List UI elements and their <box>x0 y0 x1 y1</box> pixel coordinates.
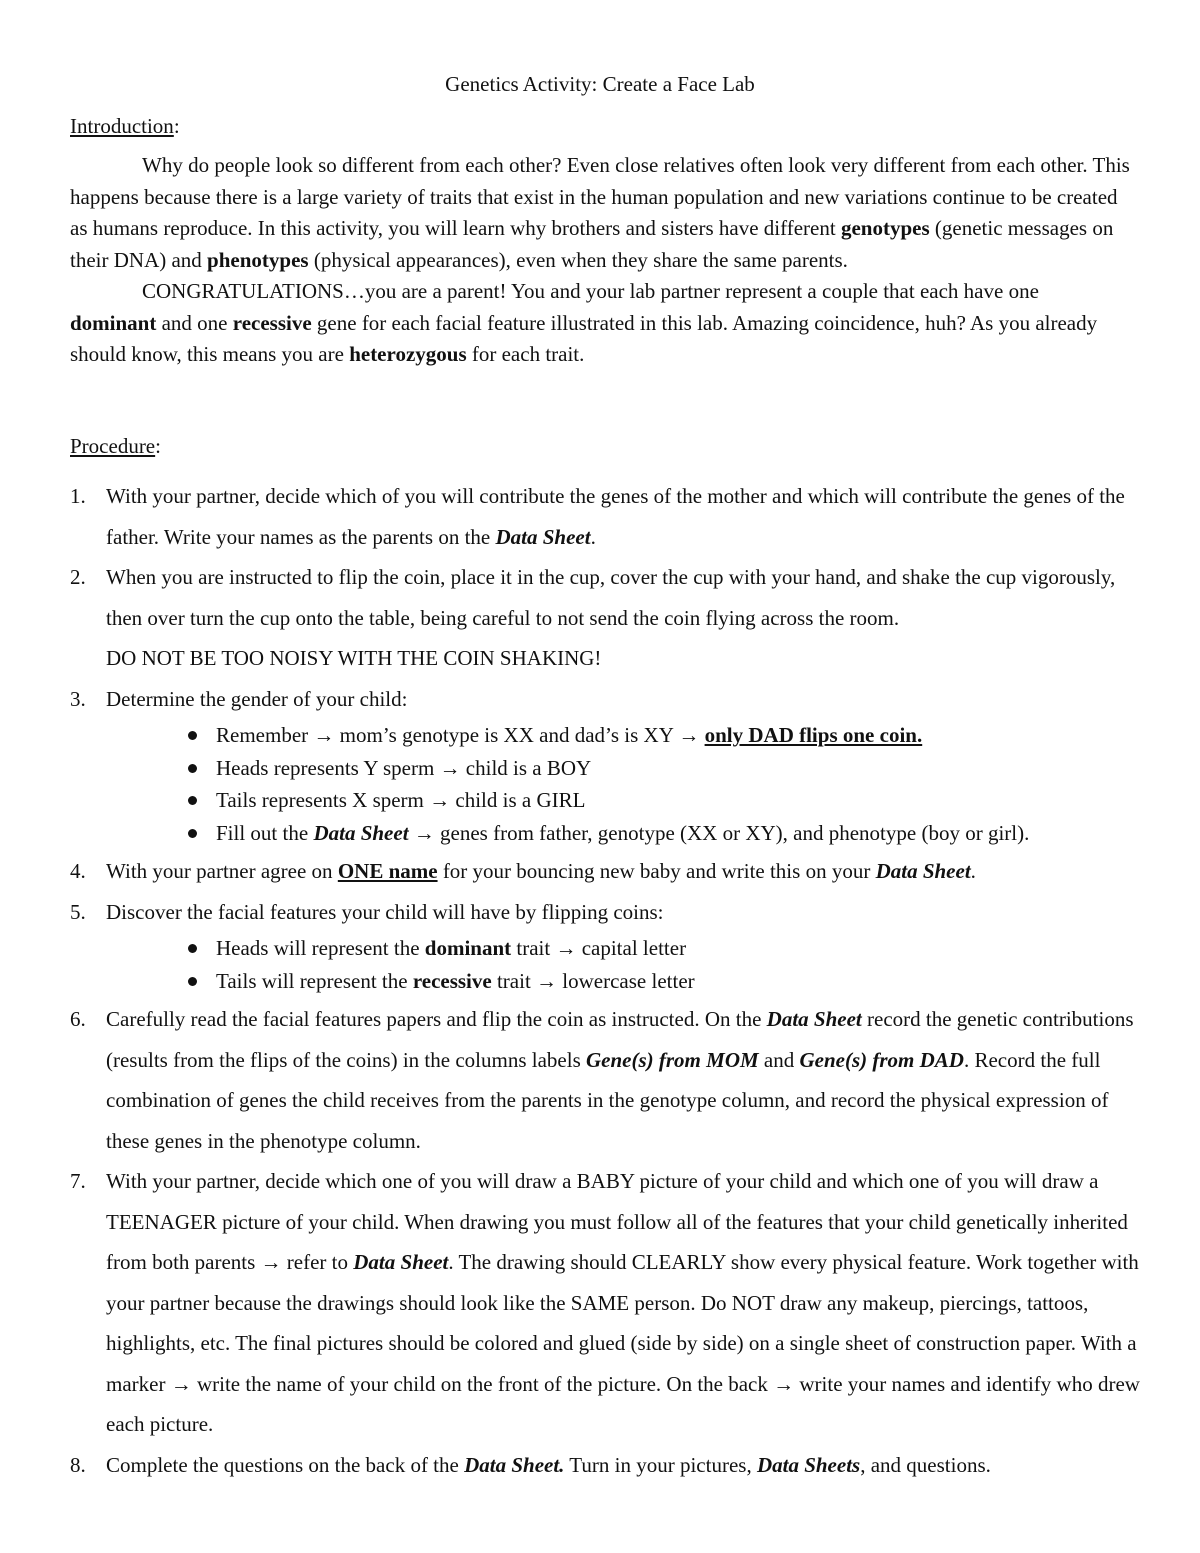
step-number: 6. <box>70 1007 86 1031</box>
column-label-mom: Gene(s) from MOM <box>586 1047 759 1072</box>
arrow-right-icon: → <box>170 1371 192 1396</box>
step-number: 8. <box>70 1452 86 1477</box>
step-8-text-c: , and questions. <box>860 1452 991 1477</box>
arrow-right-icon: → <box>429 788 451 812</box>
intro-p1-text-d: (physical appearances), even when they share the same parents. <box>308 247 848 272</box>
bullet-text: genes from father, genotype (XX or XY), and phenotype (boy or girl). <box>434 820 1030 845</box>
bullet-text: trait <box>511 936 556 960</box>
step-2-warning: DO NOT BE TOO NOISY WITH THE COIN SHAKING! <box>106 646 602 670</box>
bullet-text: child is a GIRL <box>450 788 586 812</box>
step-number: 1. <box>70 484 86 508</box>
bullet-text: capital letter <box>576 936 687 960</box>
bullet-text: Tails represents X sperm <box>216 788 430 812</box>
procedure-list <box>70 476 1140 1485</box>
term-dominant: dominant <box>424 936 512 960</box>
step-number: 5. <box>70 899 86 924</box>
intro-paragraph-1 <box>70 150 1130 276</box>
step-3-text: Determine the gender of your child: <box>106 686 408 711</box>
procedure-step-7 <box>70 1161 1140 1445</box>
step-2-text-a: When you are instructed to flip the coin, place it in the cup, cover the cup with your hand, and shake the cup vigorously, then over turn the cup onto the table, being careful to not send the coin flying across the room. <box>106 565 1116 630</box>
step-1-text-a: With your partner, decide which of you will contribute the genes of the mother and which will contribute the genes of the father. Write your names as the parents on the <box>106 484 1125 549</box>
bullet-text: Heads will represent the <box>216 936 425 960</box>
procedure-step-8 <box>70 1445 1140 1486</box>
arrow-right-icon: → <box>313 723 335 747</box>
data-sheet-term: Data Sheet <box>766 1007 862 1031</box>
introduction-heading-colon: : <box>173 114 180 138</box>
term-genotypes: genotypes <box>840 216 930 240</box>
step-7-text-c: . The drawing should CLEARLY show every physical feature. Work together with your partner because the drawings should look like the SAME person. Do NOT draw any makeup, piercings, tattoos, highlights, etc. The final pictures should be colored and glued (side by side) on a single sheet of construction paper. With a marker <box>106 1250 1139 1396</box>
intro-p2-text-d: gene for each facial feature illustrated in this lab. Amazing coincidence, huh? As you already should know, this means you are <box>70 310 1098 366</box>
data-sheet-term: Data Sheet <box>353 1250 449 1274</box>
step-6-text-b: record the genetic contributions (results from the flips of the coins) in the columns labels <box>106 1007 1134 1072</box>
step-4-text-a: With your partner agree on <box>106 859 338 883</box>
introduction-body <box>70 150 1130 371</box>
data-sheet-term: Data Sheet <box>495 524 591 549</box>
step-7-text-b: refer to <box>281 1250 354 1274</box>
bullet-item <box>180 932 1140 965</box>
emphasis-one-name: ONE name <box>337 859 438 883</box>
bullet-text: lowercase letter <box>557 968 695 993</box>
step-4-text-c: . <box>970 859 976 883</box>
bullet-text: Tails will represent the <box>216 968 413 993</box>
procedure-heading <box>70 434 161 459</box>
bullet-item <box>180 719 1140 752</box>
term-heterozygous: heterozygous <box>349 342 467 366</box>
step-6-text-a: Carefully read the facial features papers and flip the coin as instructed. On the <box>106 1007 767 1031</box>
bullet-item <box>180 817 1140 850</box>
bullet-text: Fill out the <box>216 820 314 845</box>
bullet-item <box>180 752 1140 785</box>
procedure-step-3 <box>70 679 1140 850</box>
procedure-step-1 <box>70 476 1140 557</box>
arrow-right-icon: → <box>413 820 435 845</box>
step-number: 7. <box>70 1169 86 1193</box>
step-8-text-a: Complete the questions on the back of the <box>106 1452 465 1477</box>
procedure-step-5 <box>70 892 1140 998</box>
step-6-text-c: and <box>758 1047 800 1072</box>
bullet-item <box>180 784 1140 817</box>
bullet-text: mom’s genotype is XX and dad’s is XY <box>334 723 679 747</box>
bullet-icon <box>188 796 197 805</box>
step-8-text-b: Turn in your pictures, <box>564 1452 757 1477</box>
intro-paragraph-2 <box>70 276 1130 371</box>
step-6-text-d: . Record the full combination of genes the child receives from the parents in the genotype column, and record the physical expression of these genes in the phenotype column. <box>106 1047 1109 1153</box>
arrow-right-icon: → <box>439 755 461 780</box>
intro-p2-text-a: CONGRATULATIONS…you are a parent! You and your lab partner represent a couple that each have one <box>142 279 1039 303</box>
bullet-item <box>180 965 1140 998</box>
term-recessive: recessive <box>412 968 492 993</box>
bullet-icon <box>188 944 197 953</box>
bullet-text: child is a BOY <box>460 755 592 780</box>
data-sheet-term: Data Sheet. <box>464 1452 565 1477</box>
introduction-heading <box>70 114 180 139</box>
procedure-step-4 <box>70 851 1140 892</box>
term-dominant: dominant <box>70 310 157 335</box>
document-title: Genetics Activity: Create a Face Lab <box>445 72 755 96</box>
intro-p2-text-c: and one <box>156 310 233 335</box>
procedure-heading-text: Procedure <box>70 434 156 458</box>
step-4-text-b: for your bouncing new baby and write this on your <box>437 859 876 883</box>
coin-bullet-list <box>106 932 1140 997</box>
intro-p1-text-c: (genetic messages on their DNA) and <box>70 216 1114 272</box>
data-sheet-term: Data Sheet <box>875 859 971 883</box>
intro-p2-text-e: for each trait. <box>466 342 585 366</box>
column-label-dad: Gene(s) from DAD <box>799 1047 964 1072</box>
term-recessive: recessive <box>232 310 312 335</box>
introduction-heading-text: Introduction <box>70 114 174 138</box>
step-number: 2. <box>70 565 86 589</box>
procedure-step-6 <box>70 999 1140 1161</box>
step-5-text: Discover the facial features your child will have by flipping coins: <box>106 899 664 924</box>
bullet-icon <box>188 977 197 986</box>
step-7-text-d: write the name of your child on the front of the picture. On the back <box>191 1371 774 1396</box>
bullet-text: trait <box>491 968 537 993</box>
step-1-text-b: . <box>590 524 596 549</box>
bullet-text: Heads represents Y sperm <box>216 755 440 780</box>
intro-p1-text-a: Why do people look so different from each other? Even close relatives often look very different from each other. This happens because there is a large variety of traits that exist in the human population and new variations continue to be created as humans reproduce. In this activity, you will learn why brothers and sisters have different <box>70 153 1130 240</box>
emphasis-only-dad: only DAD flips one coin. <box>704 723 923 747</box>
term-phenotypes: phenotypes <box>207 247 309 272</box>
arrow-right-icon: → <box>773 1371 795 1396</box>
bullet-icon <box>188 731 197 740</box>
bullet-icon <box>188 829 197 838</box>
procedure-heading-colon: : <box>155 434 161 458</box>
arrow-right-icon: → <box>260 1250 282 1274</box>
data-sheets-term: Data Sheets <box>756 1452 861 1477</box>
arrow-right-icon: → <box>555 936 577 960</box>
step-7-text-a: With your partner, decide which one of you will draw a BABY picture of your child and which one of you will draw a TEENAGER picture of your child. When drawing you must follow all of the features that your child genetically inherited from both parents <box>106 1169 1128 1274</box>
procedure-step-2 <box>70 557 1140 679</box>
step-7-text-e: write your names and identify who drew each picture. <box>106 1371 1140 1436</box>
step-number: 4. <box>70 859 86 883</box>
bullet-icon <box>188 764 197 773</box>
data-sheet-term: Data Sheet <box>313 820 409 845</box>
step-number: 3. <box>70 686 86 711</box>
arrow-right-icon: → <box>536 968 558 993</box>
bullet-text: Remember <box>216 723 314 747</box>
gender-bullet-list <box>106 719 1140 849</box>
arrow-right-icon: → <box>678 723 700 747</box>
